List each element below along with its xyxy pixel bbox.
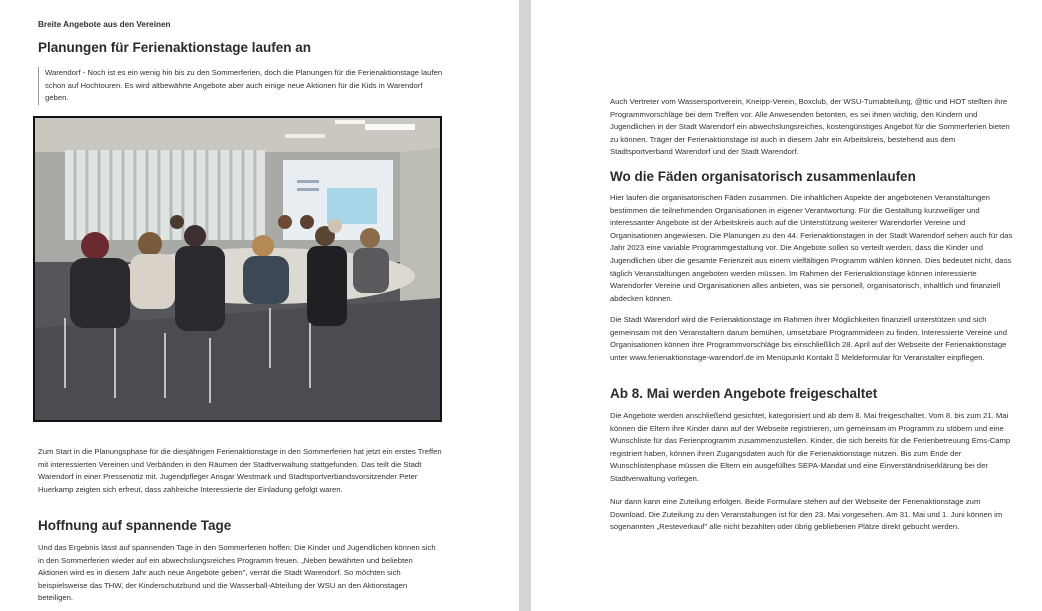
body-paragraph-zuteilung: Nur dann kann eine Zuteilung erfolgen. Beide Formulare stehen auf der Webseite der Ferienaktionstage zum Download. Die Zuteilung zu den Veranstaltungen ist für den 23. Mai vorgesehen. Am 31. Mai und 1. Juni können im sogenannten „Resteverkauf" alle nicht bezahlten oder übrig gebliebenen Plätze direkt gebucht werden. [610, 497, 1003, 532]
page-left [0, 0, 519, 611]
body-paragraph-organisation: Hier laufen die organisatorischen Fäden zusammen. Die inhaltlichen Aspekte der angebotenen Veranstaltungen bestimmen die teilnehmenden Organisationen in eigener Verantwortung. Für die Gestaltung kurzweiliger und interessanter Angebote ist der Arbeitskreis auch auf die Unterstützung weiterer Warendorfer Vereine und Organisationen angewiesen. Die Planungen zu den 44. Ferienaktionstagen in der Stadt Warendorf sehen auch für das Jahr 2023 eine variable Programmgestaltung vor. Die Angebote sollen so verteilt werden, dass die Kinder und Jugendlichen über die gesamte Ferienzeit aus einem vielfältigen Programm wählen können. Dies bedeutet nicht, dass täglich Veranstaltungen angeboten werden müssen. Im Rahmen der Ferienaktionstage können interessierte Warendorfer Vereine und Organisationen alles anbieten, was sie personell, organisatorisch, inhaltlich und finanziell abdecken können. [610, 193, 1013, 303]
body-paragraph: Und das Ergebnis lässt auf spannenden Tage in den Sommerferien hoffen: Die Kinder und Jugendlichen können sich in den Sommerferien wieder auf ein abwechslungsreiches Programm freuen. „Neben bewährten und beliebten Aktionen wird es in diesem Jahr auch neue Angebote geben", verrät die Stadt Warendorf. So möchten sich beispielsweise das THW, der Kinderschutzbund und die Wasserball-Abteilung der WSU an den Aktionstagen beteiligen. [38, 543, 436, 603]
body-paragraph-vertreter: Auch Vertreter vom Wassersportverein, Kneipp-Verein, Boxclub, der WSU-Turnabteilung, @ttic und HOT stellten ihre Programmvorschläge bei dem Treffen vor. Alle Anwesenden betonten, es sei ihnen wichtig, den Kindern und Jugendlichen in der Stadt Warendorf ein abwechslungsreiches, kostengünstiges Angebot für die Sommerferien bieten zu können. Träger der Ferienaktionstage ist auch in diesem Jahr ein Arbeitskreis, bestehend aus dem Stadtsportverband Warendorf und der Stadt Warendorf. [610, 97, 1010, 157]
intro-paragraph: Zum Start in die Planungsphase für die diesjährigen Ferienaktionstage in den Sommerferien hat jetzt ein erstes Treffen mit interessierten Vereinen und Verbänden in den Räumen der Stadtverwaltung stattgefunden. Das teilt die Stadt Warendorf in einer Pressenotiz mit. Jugendpfleger Ansgar Westmark und Stadtsportverbandsvorsitzender Peter Huerkamp zeigten sich erfreut, dass zahlreiche Interessierte der Einladung gefolgt waren. [38, 447, 442, 494]
page-gutter [519, 0, 531, 611]
meeting-photo [33, 116, 442, 422]
subheading-hoffnung: Hoffnung auf spannende Tage [38, 518, 232, 533]
subheading-faeden: Wo die Fäden organisatorisch zusammenlaufen [610, 169, 916, 184]
body-paragraph-unterstuetzung: Die Stadt Warendorf wird die Ferienaktionstage im Rahmen ihrer Möglichkeiten finanziell unterstützen und sich gemeinsam mit den Veranstaltern darum bemühen, umsetzbare Programmideen zu finden. Interessierte Vereine und Organisationen können ihre Programmvorschläge bis einschließlich 28. April auf der Webseite der Ferienaktionstage unter www.ferienaktionstage-warendorf.de im Menüpunkt Kontakt ⍰ Meldeformular für Veranstalter einpflegen. [610, 315, 1007, 362]
kicker: Breite Angebote aus den Vereinen [38, 20, 171, 29]
subheading-freischaltung: Ab 8. Mai werden Angebote freigeschaltet [610, 386, 878, 401]
lead-paragraph: Warendorf - Noch ist es ein wenig hin bis zu den Sommerferien, doch die Planungen für die Ferienaktionstage laufen schon auf Hochtouren. Es wird altbewährte Angebote aber auch einige neue Aktionen für die Kids in Warendorf geben. [38, 67, 445, 105]
article-title: Planungen für Ferienaktionstage laufen an [38, 40, 312, 55]
body-paragraph-angebote: Die Angebote werden anschließend gesichtet, kategorisiert und ab dem 8. Mai freigeschaltet. Vom 8. bis zum 21. Mai können die Eltern ihre Kinder dann auf der Webseite registrieren, um gemeinsam im Programm zu stöbern und eine Wunschliste für das Ferienprogramm zusammenzustellen. Kinder, die sich bereits für die Ferienbetreuung Ems-Camp registriert haben, können ihren Zugangsdaten auch für die Ferienaktionstage nutzen. Bis zum Ende der Wunschlistenphase müssen die Eltern ein ausgefülltes SEPA-Mandat und eine Einverständniserklärung bei der Stadtverwaltung vorlegen. [610, 411, 1011, 483]
